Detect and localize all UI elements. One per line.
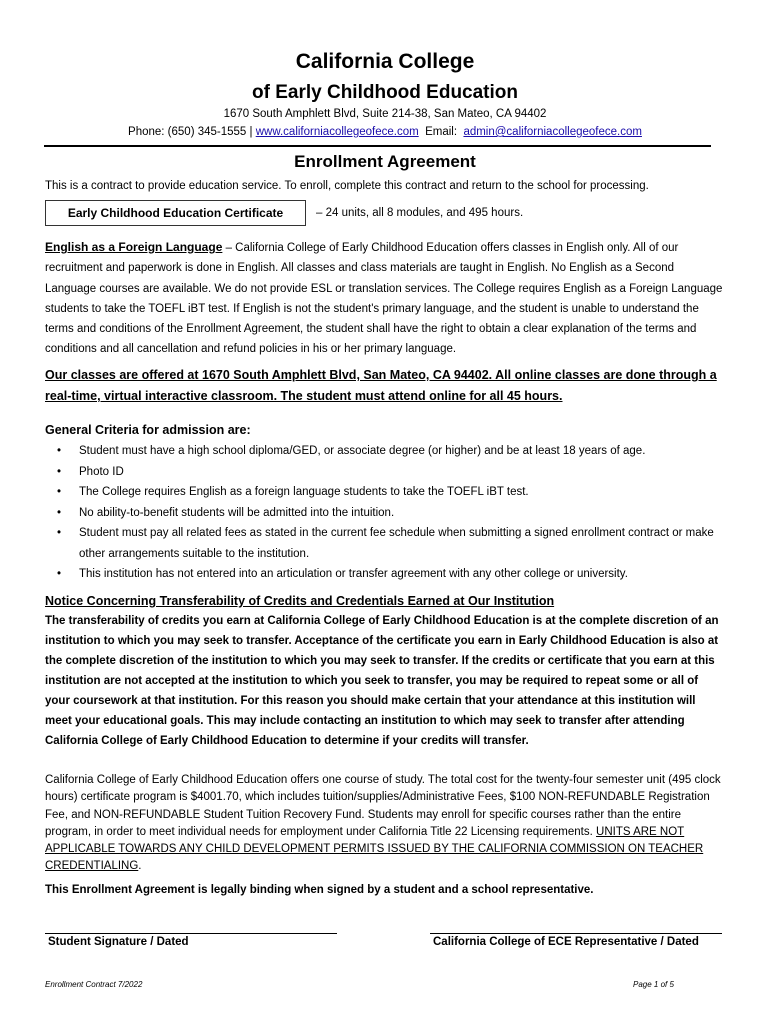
representative-signature-label: California College of ECE Representative / Dated — [433, 936, 699, 948]
binding-statement: This Enrollment Agreement is legally binding when signed by a student and a school representative. — [45, 884, 594, 896]
bullet: • — [57, 486, 62, 498]
bullet: • — [57, 465, 62, 478]
list-item: • This institution has not entered into an articulation or transfer agreement with any other college or university. — [45, 564, 725, 585]
list-item: • Student must pay all related fees as stated in the current fee schedule when submitting a signed enrollment contract or make other arrangements suitable to the institution. — [45, 523, 725, 564]
email-link[interactable]: admin@californiacollegeofece.com — [463, 126, 642, 138]
list-item: • Photo ID — [45, 462, 725, 483]
bullet: • — [57, 506, 62, 519]
intro-text: This is a contract to provide education service. To enroll, complete this contract and return to the school for processing. — [45, 180, 649, 192]
list-item: • Student must have a high school diploma/GED, or associate degree (or higher) and be at least 18 years of age. — [45, 441, 725, 462]
header-divider — [44, 145, 711, 147]
transfer-paragraph: The transferability of credits you earn at California College of Early Childhood Education is at the complete discretion of an institution to which you may seek to transfer. Acceptance of the certificate you earn in Early Childhood Education is also at the complete discretion of the institution to which you may seek to transfer. If the credits or certificate that you earn at this institution are not accepted at the institution to which you seek to transfer, you may be required to repeat some or all of your coursework at that institution. For this reason you should make certain that your attendance at this institution will meet your educational goals. This may include contacting an institution to which may seek to transfer after attending California College of Early Childhood Education to determine if your credits will transfer. — [45, 615, 719, 747]
email-label: Email: — [425, 126, 458, 138]
contact-line — [0, 126, 770, 138]
esl-paragraph — [45, 237, 725, 360]
esl-body: – California College of Early Childhood Education offers classes in English only. All of our recruitment and paperwork is done in English. All classes and class materials are taught in English. No English as a Second Language courses are available. We do not provide ESL or translation services. The College requires English as a Foreign Language students to take the TOEFL iBT test. If English is not the student's primary language, and the student is unable to understand the terms and conditions of the Enrollment Agreement, the student shall have the right to obtain a clear explanation of the terms and conditions and all cancellation and refund policies in his or her primary language. — [45, 242, 723, 356]
esl-heading: English as a Foreign Language — [45, 240, 223, 254]
student-signature-label: Student Signature / Dated — [48, 936, 189, 948]
classes-location-notice: Our classes are offered at 1670 South Amphlett Blvd, San Mateo, CA 94402. All online classes are done through a real-time, virtual interactive classroom. The student must attend online for all 45 hours. — [45, 368, 717, 403]
college-title: California College — [295, 50, 475, 73]
college-subtitle: of Early Childhood Education — [252, 82, 518, 103]
footer-page-number: Page 1 of 5 — [633, 980, 674, 989]
course-paragraph: California College of Early Childhood Education offers one course of study. The total cost for the twenty-four semester unit (495 clock hours) certificate program is $4001.70, which includes tuition/supplies/Administrative Fees, $100 NON-REFUNDABLE Registration Fee, and NON-REFUNDABLE Student Tuition Recovery Fund. Students may enroll for specific courses rather than the entire program, in order to meet individual needs for employment under California Title 22 Licensing requirements. UNITS ARE NOT APPLICABLE TOWARDS ANY CHILD DEVELOPMENT PERMITS ISSUED BY THE CALIFORNIA COMMISSION ON TEACHER CREDENTIALING. — [45, 774, 721, 873]
bullet: • — [57, 527, 62, 539]
representative-signature-line[interactable] — [430, 933, 722, 934]
course-body: California College of Early Childhood Education offers one course of study. The total cost for the twenty-four semester unit (495 clock hours) certificate program is $4001.70, which includes tuition/supplies/Administrative Fees, $100 NON-REFUNDABLE Registration Fee, and NON-REFUNDABLE Student Tuition Recovery Fund. Students may enroll for specific courses rather than the entire program, in order to meet individual needs for employment under California Title 22 Licensing requirements. — [45, 774, 721, 838]
list-item: • No ability-to-benefit students will be admitted into the intuition. — [45, 503, 725, 524]
college-address: 1670 South Amphlett Blvd, Suite 214-38, San Mateo, CA 94402 — [223, 108, 547, 120]
criteria-list — [45, 441, 725, 585]
units-disclaimer: UNITS ARE NOT APPLICABLE TOWARDS ANY CHILD DEVELOPMENT PERMITS ISSUED BY THE CALIFORNIA COMMISSION ON TEACHER CREDENTIALING — [45, 825, 704, 873]
certificate-box: Early Childhood Education Certificate — [45, 200, 306, 226]
website-link[interactable]: www.californiacollegeofece.com — [255, 126, 419, 138]
transfer-heading: Notice Concerning Transferability of Credits and Credentials Earned at Our Institution — [45, 594, 555, 608]
phone-text: Phone: (650) 345-1555 | — [128, 126, 256, 138]
student-signature-line[interactable] — [45, 933, 337, 934]
document-title: Enrollment Agreement — [294, 152, 476, 171]
bullet: • — [57, 445, 62, 457]
criteria-heading: General Criteria for admission are: — [45, 423, 251, 437]
certificate-description: – 24 units, all 8 modules, and 495 hours. — [316, 207, 524, 219]
list-item: • The College requires English as a foreign language students to take the TOEFL iBT test. — [45, 482, 725, 503]
footer-contract-version: Enrollment Contract 7/2022 — [45, 980, 143, 989]
bullet: • — [57, 568, 62, 580]
